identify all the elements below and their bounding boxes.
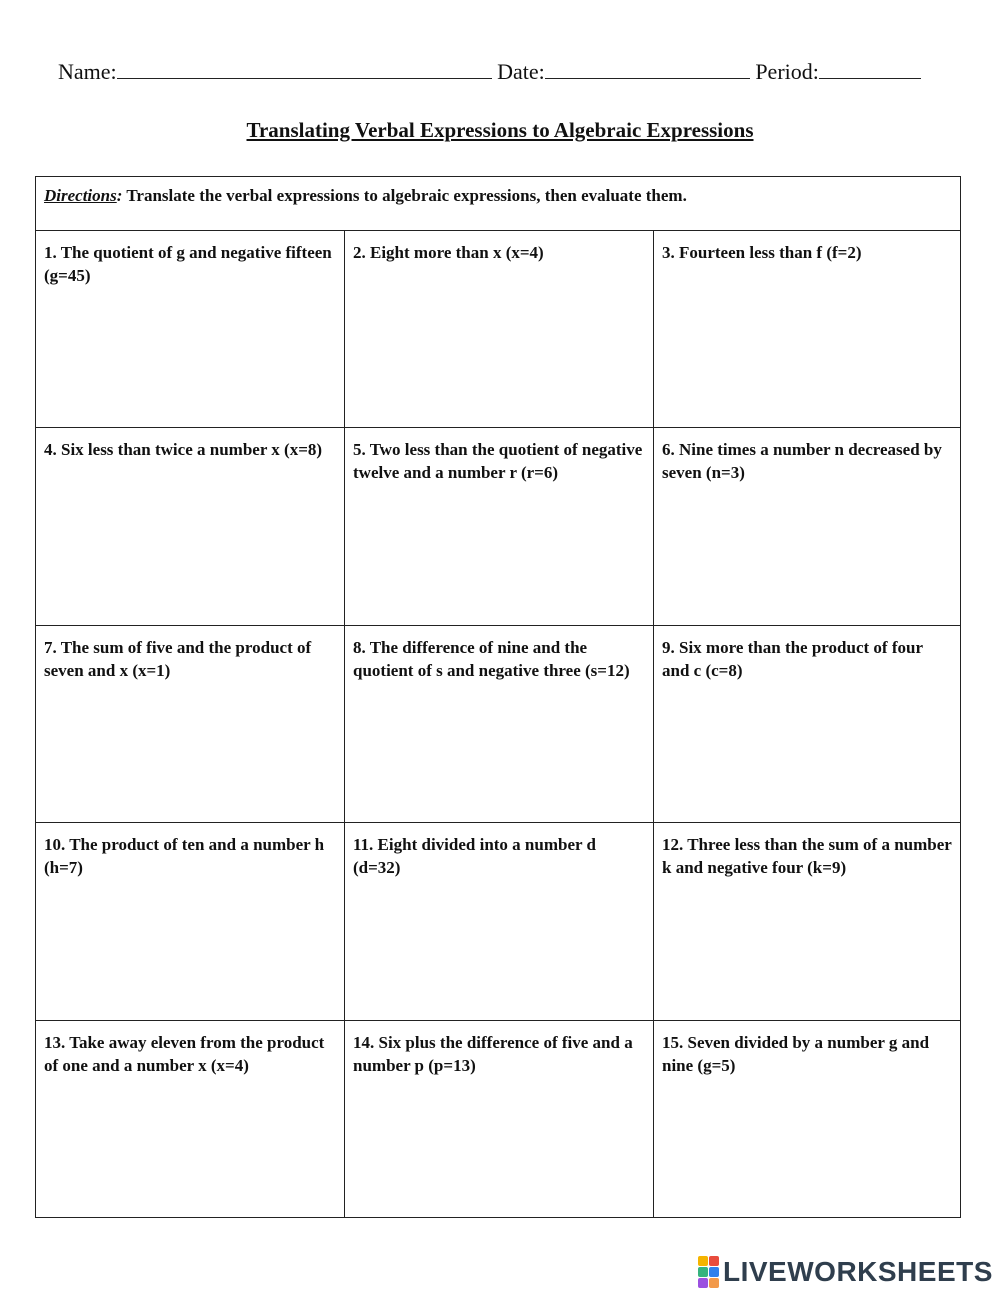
liveworksheets-logo-text: LIVEWORKSHEETS [723, 1256, 993, 1287]
logo-swatch [709, 1267, 719, 1277]
worksheet-table [35, 176, 961, 1218]
date-label: Date: [497, 59, 545, 84]
problem-cell-7[interactable]: 7. The sum of five and the product of seven and x (x=1) [36, 626, 345, 823]
problem-cell-1[interactable]: 1. The quotient of g and negative fifteen (g=45) [36, 231, 345, 428]
problem-cell-10[interactable]: 10. The product of ten and a number h (h=7) [36, 823, 345, 1020]
period-label: Period: [755, 59, 819, 84]
liveworksheets-logo [698, 1255, 993, 1289]
problem-cell-14[interactable]: 14. Six plus the difference of five and a number p (p=13) [345, 1021, 654, 1218]
logo-swatch [698, 1267, 708, 1277]
name-blank[interactable] [117, 58, 492, 79]
problem-cell-6[interactable]: 6. Nine times a number n decreased by seven (n=3) [654, 428, 960, 625]
student-info-header [58, 58, 948, 85]
problem-cell-12[interactable]: 12. Three less than the sum of a number k and negative four (k=9) [654, 823, 960, 1020]
logo-swatch [698, 1278, 708, 1288]
problem-cell-8[interactable]: 8. The difference of nine and the quotient of s and negative three (s=12) [345, 626, 654, 823]
problem-cell-4[interactable]: 4. Six less than twice a number x (x=8) [36, 428, 345, 625]
problem-cell-5[interactable]: 5. Two less than the quotient of negative twelve and a number r (r=6) [345, 428, 654, 625]
problem-grid [36, 231, 960, 1218]
date-blank[interactable] [545, 58, 750, 79]
directions-colon: : [116, 186, 123, 205]
logo-swatch [698, 1256, 708, 1266]
page-title: Translating Verbal Expressions to Algebraic Expressions [246, 118, 754, 142]
problem-cell-11[interactable]: 11. Eight divided into a number d (d=32) [345, 823, 654, 1020]
logo-swatch [709, 1256, 719, 1266]
liveworksheets-logo-icon [698, 1256, 719, 1288]
directions-text: Translate the verbal expressions to algebraic expressions, then evaluate them. [122, 186, 687, 205]
problem-cell-13[interactable]: 13. Take away eleven from the product of one and a number x (x=4) [36, 1021, 345, 1218]
name-label: Name: [58, 59, 117, 84]
logo-swatch [709, 1278, 719, 1288]
problem-cell-15[interactable]: 15. Seven divided by a number g and nine (g=5) [662, 1032, 930, 1075]
period-blank[interactable] [819, 58, 921, 79]
problem-cell-2[interactable]: 2. Eight more than x (x=4) [345, 231, 654, 428]
problem-cell-9[interactable]: 9. Six more than the product of four and c (c=8) [654, 626, 960, 823]
directions-row [36, 177, 960, 231]
problem-cell-3[interactable]: 3. Fourteen less than f (f=2) [654, 231, 960, 428]
directions-label: Directions [44, 186, 117, 205]
